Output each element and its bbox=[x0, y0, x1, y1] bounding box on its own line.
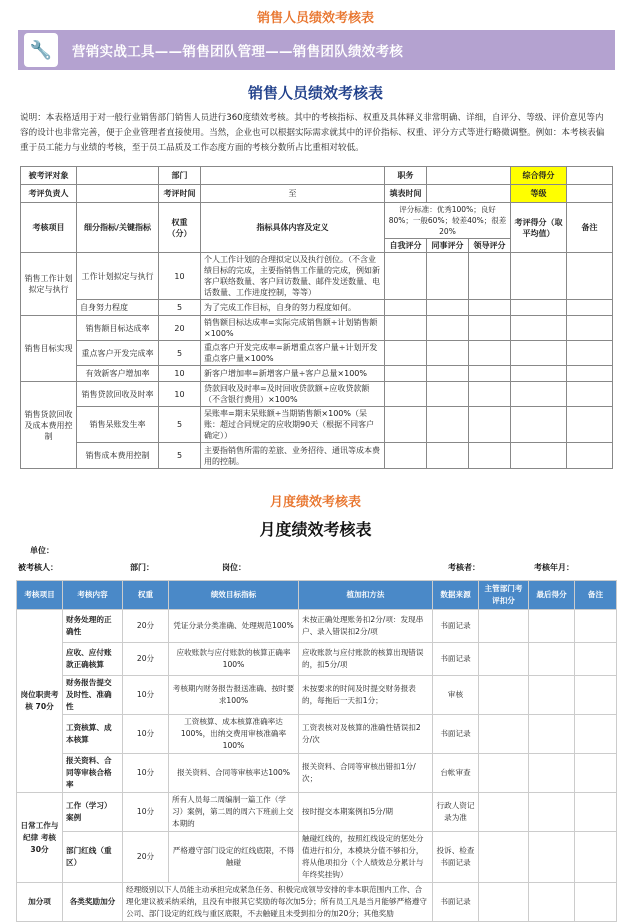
group-name: 销售工作计划拟定与执行 bbox=[21, 253, 77, 316]
group-name: 岗位职责考核 70分 bbox=[17, 610, 63, 793]
label-to: 至 bbox=[201, 185, 385, 203]
examinee-label: 被考核人： bbox=[18, 563, 58, 572]
doc1-note: 说明：本表格适用于对一般行业销售部门销售人员进行360度绩效考核。其中的考核指标、权重及具体释义非常明确、详细，自评分、等级、评价意见等内容的设计也非常完善，便于企业管理者直接使用。当然，企业也可以根据实际需求就其中的评价指标、权重、评分方式等进行略微调整。例如：本考核表偏重于员工能力与业绩的考核，至于员工品质及工作态度方面的考核分数所占比重相对较低。 bbox=[20, 113, 605, 153]
monthly-table bbox=[16, 580, 617, 922]
hdr-peer: 同事评分 bbox=[427, 239, 469, 253]
hdr2-method: 植加扣方法 bbox=[299, 581, 433, 610]
hdr-desc: 指标具体内容及定义 bbox=[201, 203, 385, 253]
hdr2-weight: 权重 bbox=[123, 581, 169, 610]
hdr-lead: 领导评分 bbox=[469, 239, 511, 253]
examiner-label: 考核者： bbox=[448, 563, 480, 572]
group-name: 销售目标实现 bbox=[21, 316, 77, 382]
group-name: 销售货款回收及成本费用控制 bbox=[21, 382, 77, 469]
hdr2-remark: 备注 bbox=[575, 581, 617, 610]
hdr2-item: 考核项目 bbox=[17, 581, 63, 610]
hdr-remark: 备注 bbox=[567, 203, 613, 253]
table-row: 销售呆账发生率 5 呆账率=期末呆账额÷当期销售额×100%（呆账：超过合同规定的应收期90天（根据不同客户确定）） bbox=[21, 407, 613, 443]
section1-title: 销售人员绩效考核表 bbox=[256, 11, 374, 26]
table-row: 财务报告提交及时性、准确性 10分 考核期内财务报告报送准确、按时要求100% 未按要求的时间及时提交财务报表的，每拖后一天扣1分； 审核 bbox=[17, 676, 617, 715]
table-row: 有效新客户增加率 10 新客户增加率=新增客户量÷客户总量×100% bbox=[21, 366, 613, 382]
label-total-score: 综合得分 bbox=[511, 167, 567, 185]
wrench-icon: 🔧 bbox=[24, 33, 58, 67]
performance-table bbox=[20, 166, 613, 469]
banner-text: 营销实战工具——销售团队管理——销售团队绩效考核 bbox=[72, 44, 404, 60]
hdr2-source: 数据来源 bbox=[433, 581, 479, 610]
table-row: 岗位职责考核 70分 财务处理的正确性 20分 凭证分录分类准确、处理规范100% 未按正确处理账务扣2分/项：发现串户、录入错误扣2分/项 书面记录 bbox=[17, 610, 617, 643]
label-evaluator: 考评负责人 bbox=[21, 185, 77, 203]
hdr2-content: 考核内容 bbox=[63, 581, 123, 610]
table-row: 应收、应付账款正确核算 20分 应收账款与应付账款的核算正确率100% 应收账款与应付账款的核算出现错误的，扣5分/项 书面记录 bbox=[17, 643, 617, 676]
dept-label: 部门： bbox=[130, 563, 154, 572]
table-row: 加分项 各类奖励加分 经理级别以下人员能主动承担完成紧急任务、积极完成领导安排的非本职范围内工作、合理化建议被采纳采纳，且没有申报其它奖励的每次加5分；所有员工凡是当月能够严格遵守公司、部门设定的红线与重区底限，不去触碰且未受到扣分的加20分；其他奖励 书面记录 bbox=[17, 883, 617, 922]
label-post: 职务 bbox=[385, 167, 427, 185]
unit-label: 单位： bbox=[30, 546, 54, 555]
hdr-item: 考核项目 bbox=[21, 203, 77, 253]
hdr-self: 自我评分 bbox=[385, 239, 427, 253]
hdr2-target: 绩效目标指标 bbox=[169, 581, 299, 610]
doc1-title: 销售人员绩效考核表 bbox=[247, 84, 383, 102]
label-dept: 部门 bbox=[159, 167, 201, 185]
label-examinee: 被考评对象 bbox=[21, 167, 77, 185]
table-row: 部门红线（重区） 20分 严格遵守部门设定的红线底限，不得触碰 触碰红线的，按照红线设定的惩处分值进行扣分，本模块分值不够扣分，将从他项扣分（个人绩效总分累计与年终奖挂钩） 投诉、检查书面记录 bbox=[17, 832, 617, 883]
table-row: 销售目标实现 销售额目标达成率 20 销售额目标达成率=实际完成销售额÷计划销售额×100% bbox=[21, 316, 613, 341]
table-row: 重点客户开发完成率 5 重点客户开发完成率=新增重点客户量÷计划开发重点客户量×100% bbox=[21, 341, 613, 366]
banner bbox=[18, 30, 615, 70]
month-label: 考核年月： bbox=[534, 563, 574, 572]
table-row: 工资核算、成本核算 10分 工资核算、成本核算准确率达100%，出纳交费用审核准确率100% 工资表核对及核算的准确性错误扣2分/次 书面记录 bbox=[17, 715, 617, 754]
hdr-scoring: 评分标准：优秀100%；良好80%；一般60%；较差40%；很差20% bbox=[385, 203, 511, 239]
table-row: 销售成本费用控制 5 主要指销售所需的差旅、业务招待、通讯等成本费用的控制。 bbox=[21, 443, 613, 469]
label-grade: 等级 bbox=[511, 185, 567, 203]
doc2-title: 月度绩效考核表 bbox=[259, 520, 372, 539]
hdr-weight: 权重（分） bbox=[159, 203, 201, 253]
hdr-score: 考评得分（取平均值） bbox=[511, 203, 567, 253]
hdr2-final: 最后得分 bbox=[529, 581, 575, 610]
table-row: 销售货款回收及成本费用控制 销售贷款回收及时率 10 贷款回收及时率=及时回收贷款额÷应收贷款额（不含银行费用）×100% bbox=[21, 382, 613, 407]
group-name: 日常工作与纪律 考核30分 bbox=[17, 793, 63, 883]
label-fill-time: 填表时间 bbox=[385, 185, 427, 203]
table-row: 报关资料、合同等审核合格率 10分 报关资料、合同等审核率达100% 报关资料、合同等审核出错扣1分/次； 台帐审查 bbox=[17, 754, 617, 793]
group-name: 加分项 bbox=[17, 883, 63, 922]
table-row: 自身努力程度 5 为了完成工作目标，自身的努力程度如何。 bbox=[21, 300, 613, 316]
hdr-sub: 细分指标/关键指标 bbox=[77, 203, 159, 253]
table-row: 日常工作与纪律 考核30分 工作（学习）案例 10分 所有人员每二周编制一篇工作（学习）案例，第二周的周六下班前上交本期的 按时提交本期案例扣5分/期 行政人资记录为准 bbox=[17, 793, 617, 832]
post-label: 岗位： bbox=[222, 563, 246, 572]
table-row: 销售工作计划拟定与执行 工作计划拟定与执行 10 个人工作计划的合理拟定以及执行创位。（不含业绩目标的完成，主要指销售工作量的完成，例如新客户联络数量、客户回访数量、邮件发送数量、电话数量、工作进度控制，等等） bbox=[21, 253, 613, 300]
hdr2-deduct: 主管部门考评扣分 bbox=[479, 581, 529, 610]
section2-title: 月度绩效考核表 bbox=[269, 495, 361, 510]
label-eval-time: 考评时间 bbox=[159, 185, 201, 203]
